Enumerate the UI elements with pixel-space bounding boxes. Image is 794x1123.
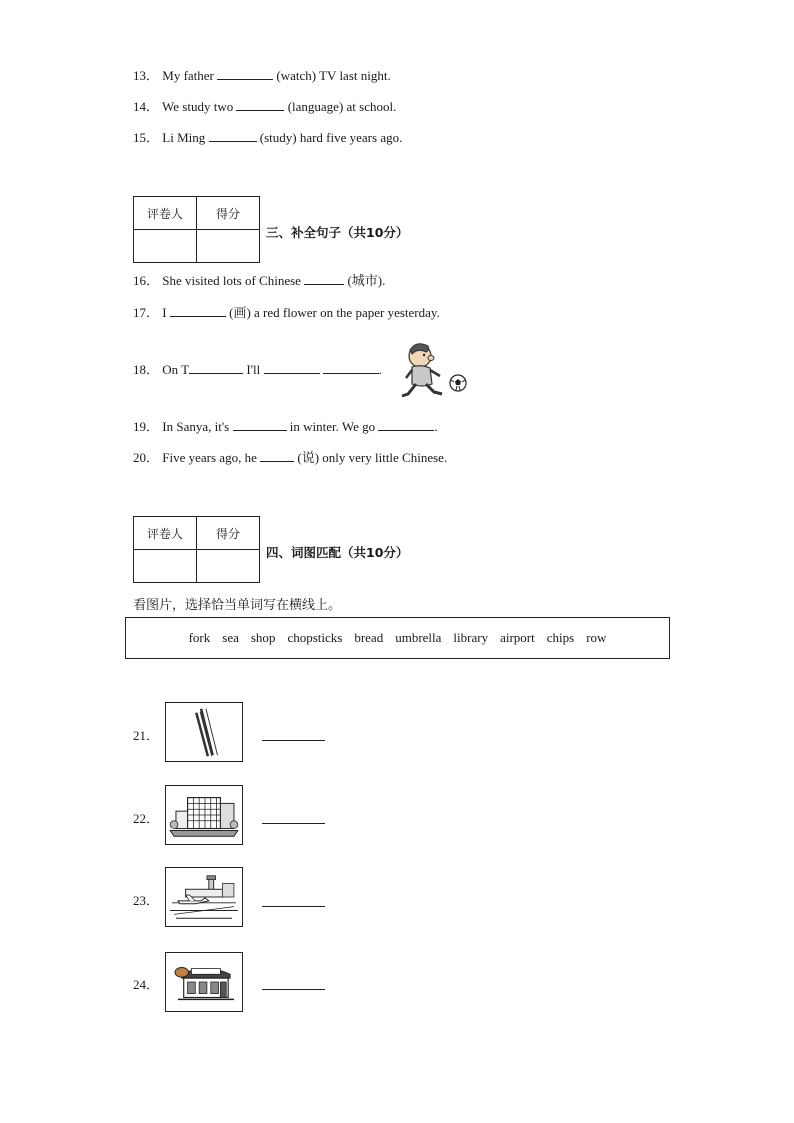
answer-blank[interactable] [304,272,344,285]
answer-blank[interactable] [217,67,273,80]
question-15 [133,129,402,147]
question-17 [133,304,440,322]
score-header: 得分 [197,517,260,550]
question-text: We study two [162,99,234,114]
question-14 [133,98,396,116]
building-icon [165,785,243,845]
word-bank-item: airport [500,630,535,645]
answer-line[interactable] [262,906,325,907]
reviewer-header: 评卷人 [134,197,197,230]
question-text: (watch) TV last night. [276,68,391,83]
question-number: 20． [133,450,160,465]
question-text: (study) hard five years ago. [259,130,403,145]
question-number: 22． [133,811,160,826]
question-20 [133,449,447,467]
answer-blank[interactable] [236,98,284,111]
score-table-section4 [133,516,260,583]
word-bank [125,617,670,659]
word-bank-item: umbrella [395,630,442,645]
question-number: 21． [133,728,160,743]
score-cell[interactable] [197,230,260,263]
question-text: I'll [246,362,261,377]
question-text: (画) a red flower on the paper yesterday. [229,305,440,320]
score-table-section3 [133,196,260,263]
question-19 [133,418,438,436]
answer-blank[interactable] [323,361,379,374]
question-text: In Sanya, it's [162,419,230,434]
answer-line[interactable] [262,823,325,824]
question-text: (language) at school. [287,99,397,114]
question-number: 15． [133,130,160,145]
score-header: 得分 [197,197,260,230]
answer-line[interactable] [262,989,325,990]
reviewer-cell[interactable] [134,550,197,583]
word-bank-item: library [453,630,489,645]
word-bank-item: chopsticks [287,630,343,645]
answer-blank[interactable] [264,361,320,374]
question-number: 17． [133,305,160,320]
question-text: My father [162,68,214,83]
answer-blank[interactable] [189,361,243,374]
question-text: She visited lots of Chinese [162,273,301,288]
question-text: On T [162,362,190,377]
word-bank-item: bread [354,630,384,645]
airport-icon [165,867,243,927]
score-cell[interactable] [197,550,260,583]
word-bank-item: fork [188,630,211,645]
answer-blank[interactable] [233,418,287,431]
question-text: in winter. We go [289,419,376,434]
question-number: 23． [133,893,160,908]
reviewer-cell[interactable] [134,230,197,263]
answer-blank[interactable] [170,304,226,317]
question-number: 14． [133,99,160,114]
question-text: (说) only very little Chinese. [297,450,448,465]
reviewer-header: 评卷人 [134,517,197,550]
word-bank-item: chips [546,630,575,645]
word-bank-item: sea [222,630,239,645]
boy-soccer-icon [398,340,470,406]
section4-instruction: 看图片，选择恰当单词写在横线上。 [133,598,342,613]
word-bank-item: row [586,630,607,645]
answer-blank[interactable] [260,449,294,462]
question-13 [133,67,391,85]
word-bank-item: shop [250,630,276,645]
question-text: Li Ming [162,130,206,145]
chopsticks-icon [165,702,243,762]
section3-title: 三、补全句子（共10分） [266,225,409,240]
question-text: I [162,305,167,320]
question-number: 13． [133,68,160,83]
answer-blank[interactable] [209,129,257,142]
question-end: . [378,362,383,377]
question-end: . [434,419,438,434]
question-number: 19． [133,419,160,434]
answer-line[interactable] [262,740,325,741]
section4-title: 四、词图匹配（共10分） [266,545,409,560]
question-text: (城市). [347,273,386,288]
answer-blank[interactable] [378,418,434,431]
question-16 [133,272,385,290]
question-number: 24． [133,977,160,992]
shop-icon [165,952,243,1012]
question-number: 18． [133,362,160,377]
question-number: 16． [133,273,160,288]
question-18 [133,361,382,379]
question-text: Five years ago, he [162,450,257,465]
